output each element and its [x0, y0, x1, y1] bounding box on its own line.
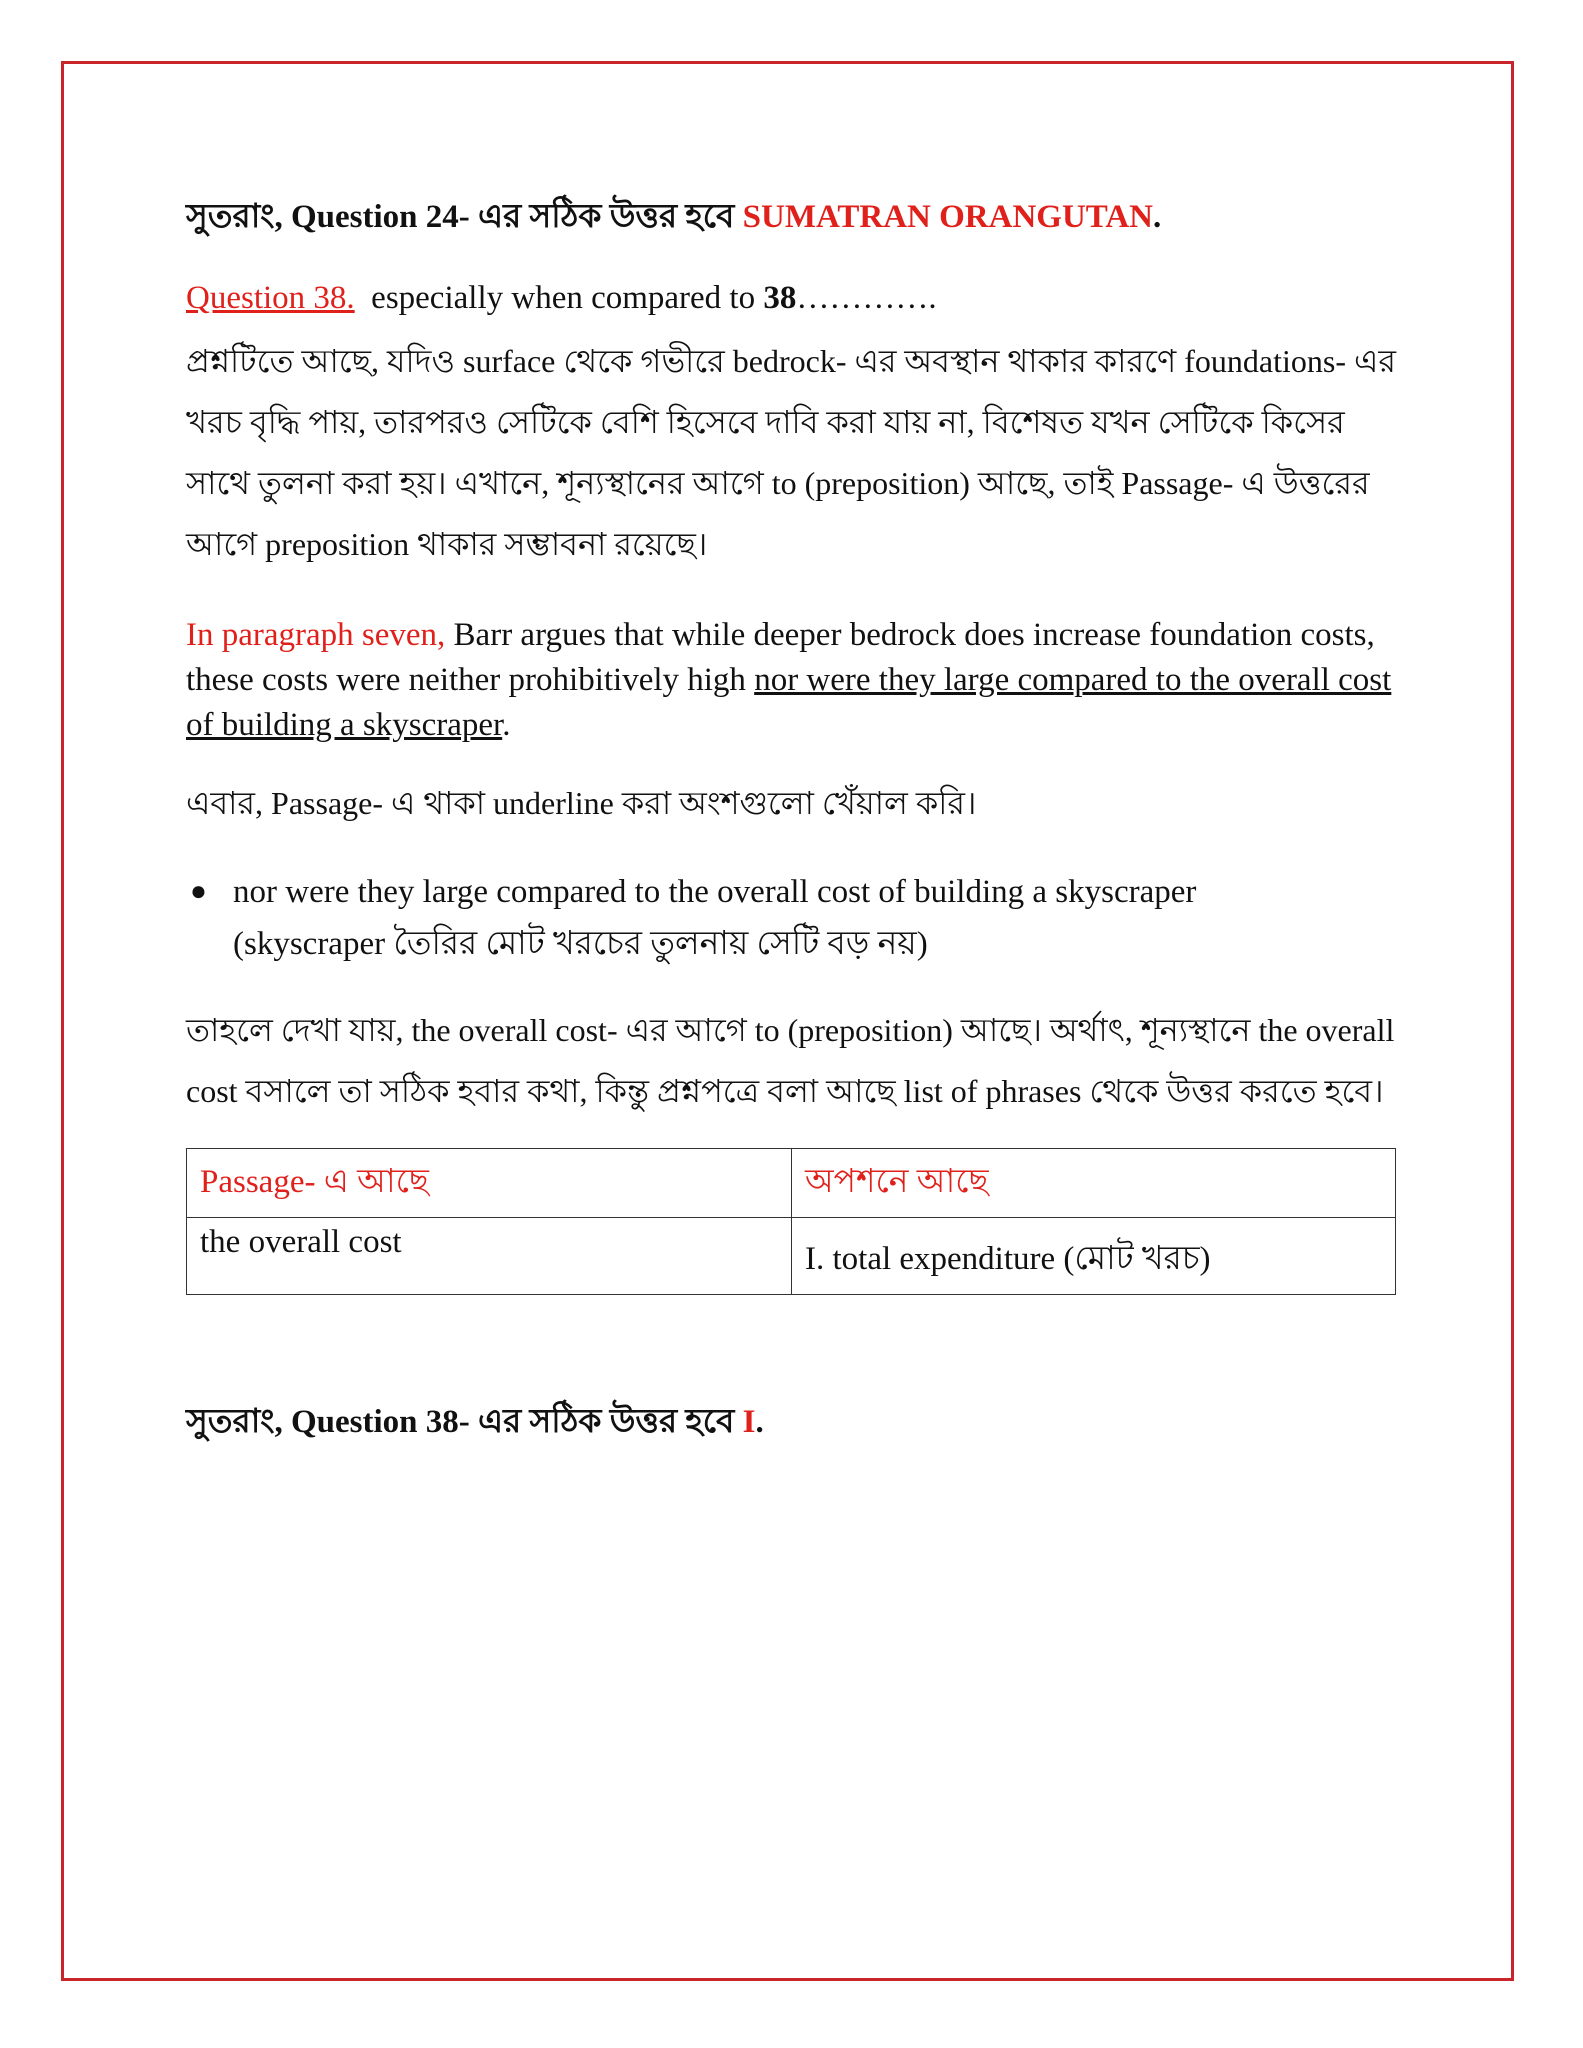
underline-list	[186, 866, 1396, 970]
table-header-passage: Passage- এ আছে	[187, 1149, 792, 1218]
question-text: especially when compared to	[354, 280, 764, 316]
question-label: Question 38.	[186, 280, 355, 316]
instruction-line: এবার, Passage- এ থাকা underline করা অংশগুলো খেঁয়াল করি।	[186, 785, 977, 821]
comparison-table	[186, 1148, 1396, 1295]
final-answer: I	[742, 1404, 756, 1440]
quote-lead: In paragraph seven,	[186, 617, 446, 653]
table-row	[187, 1218, 1396, 1295]
bullet-translation: (skyscraper তৈরির মোট খরচের তুলনায় সেটি বড় নয়)	[233, 926, 928, 962]
quote-text: Barr argues that while deeper bedrock does increase foundation costs, these costs were neither prohibitively high	[186, 617, 1375, 698]
conclusion-suffix: .	[1153, 199, 1162, 235]
explanation-paragraph-2: তাহলে দেখা যায়, the overall cost- এর আগে to (preposition) আছে। অর্থাৎ, শূন্যস্থানে the overall cost বসালে তা সঠিক হবার কথা, কিন্তু প্রশ্নপত্রে বলা আছে list of phrases থেকে উত্তর করতে হবে।	[186, 1012, 1395, 1109]
explanation-paragraph-1: প্রশ্নটিতে আছে, যদিও surface থেকে গভীরে bedrock- এর অবস্থান থাকার কারণে foundations- এর খরচ বৃদ্ধি পায়, তারপরও সেটিকে বেশি হিসেবে দাবি করা যায় না, বিশেষত যখন সেটিকে কিসের সাথে তুলনা করা হয়। এখানে, শূন্যস্থানের আগে to (preposition) আছে, তাই Passage- এ উত্তরের আগে preposition থাকার সম্ভাবনা রয়েছে।	[186, 343, 1396, 562]
question-38-conclusion	[186, 1395, 1396, 1451]
conclusion-answer: SUMATRAN ORANGUTAN	[742, 199, 1154, 235]
final-prefix: সুতরাং, Question 38- এর সঠিক উত্তর হবে	[186, 1404, 743, 1440]
question-24-conclusion	[186, 190, 1396, 246]
table-cell-option: I. total expenditure (মোট খরচ)	[792, 1218, 1396, 1295]
table-header-option: অপশনে আছে	[792, 1149, 1396, 1218]
final-suffix: .	[755, 1404, 764, 1440]
question-blank: ………….	[796, 280, 937, 316]
passage-quote	[186, 613, 1396, 748]
conclusion-prefix: সুতরাং, Question 24- এর সঠিক উত্তর হবে	[186, 199, 743, 235]
question-number: 38	[763, 280, 797, 316]
table-cell-passage: the overall cost	[187, 1218, 792, 1295]
quote-underlined: nor were they large compared to the overall cost of building a skyscraper	[186, 662, 1392, 743]
quote-end: .	[502, 707, 511, 743]
table-header-row	[187, 1149, 1396, 1218]
question-38-line	[186, 280, 1396, 317]
bullet-text: nor were they large compared to the overall cost of building a skyscraper	[233, 874, 1197, 910]
document-body	[186, 190, 1396, 1451]
bullet-icon: ●	[190, 876, 207, 907]
list-item	[186, 866, 1396, 970]
